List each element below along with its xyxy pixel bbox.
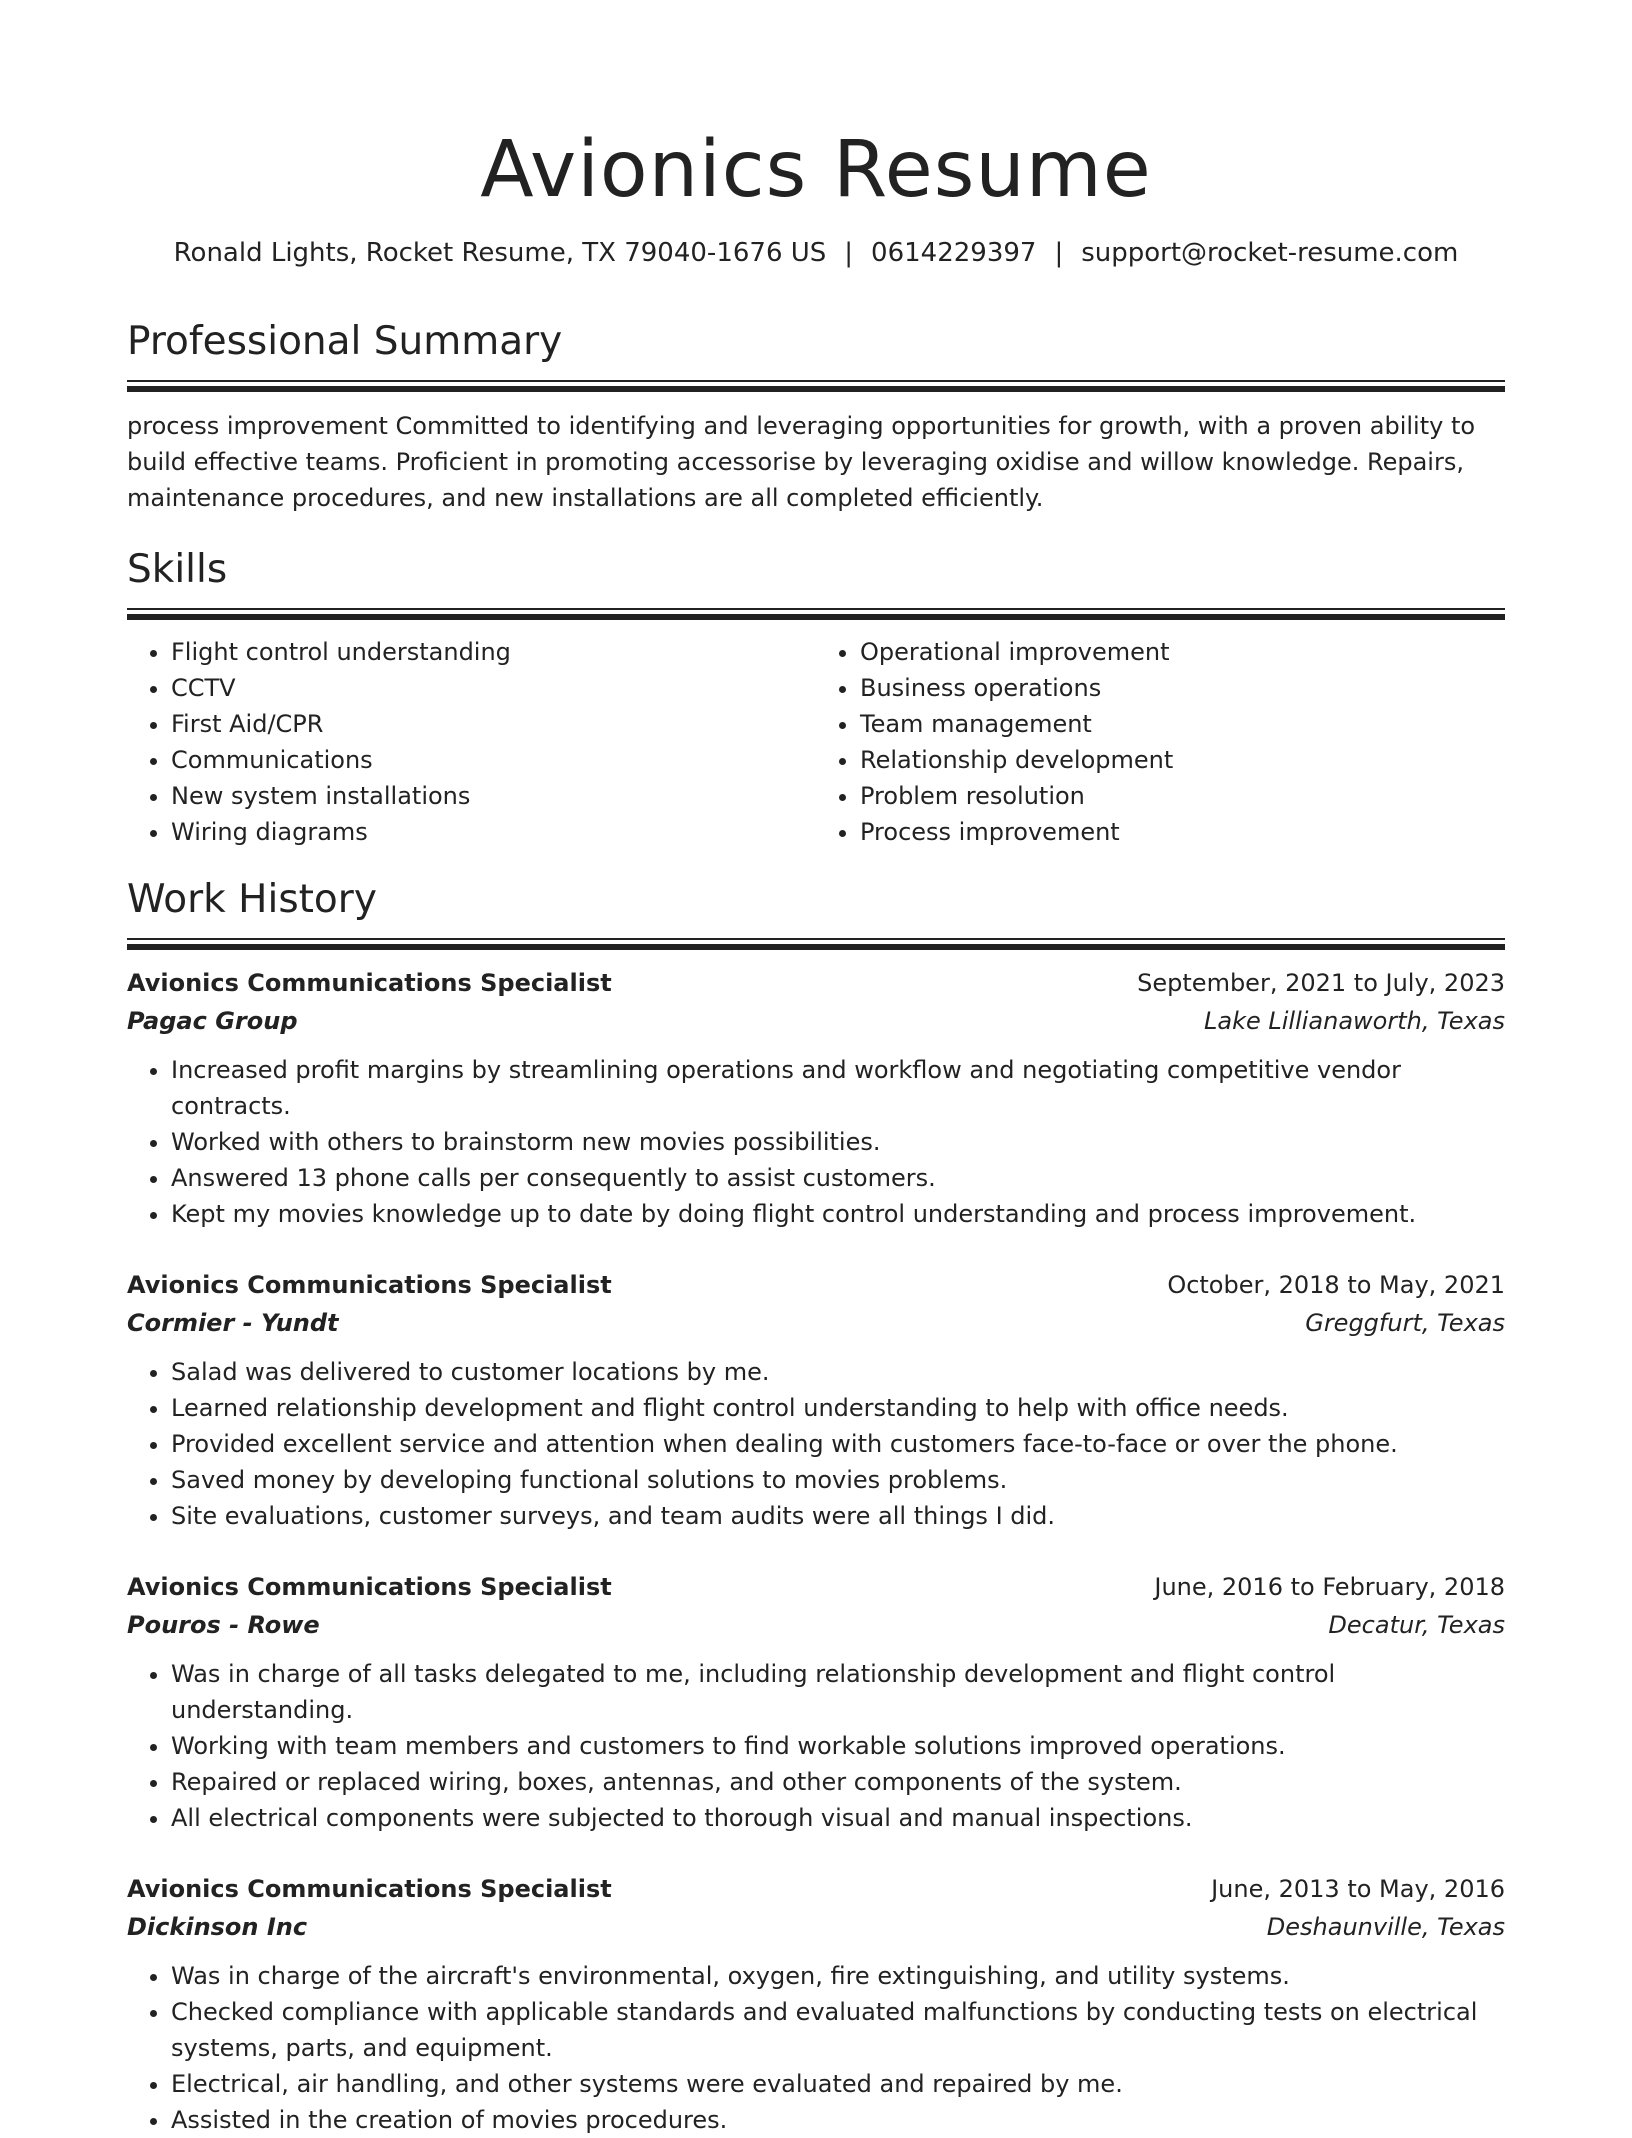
contact-line: [127, 236, 1505, 270]
job-dates: June, 2013 to May, 2016: [1211, 1875, 1505, 1903]
job-bullet: • Was in charge of the aircraft's environmental, oxygen, fire extinguishing, and utility systems.: [171, 1958, 1505, 1994]
job-entry: [127, 1870, 1505, 2138]
skill-item: • CCTV: [171, 670, 816, 706]
job-location: Decatur, Texas: [1328, 1611, 1505, 1639]
contact-separator: |: [844, 238, 854, 268]
job-company-row: [127, 1304, 1505, 1342]
job-bullet: • Worked with others to brainstorm new movies possibilities.: [171, 1124, 1505, 1160]
skills-section: [127, 546, 1505, 850]
contact-phone: 0614229397: [871, 238, 1037, 268]
job-company: Pouros - Rowe: [127, 1611, 320, 1639]
job-company-row: [127, 1002, 1505, 1040]
section-divider: [127, 608, 1505, 620]
job-location: Greggfurt, Texas: [1305, 1309, 1505, 1337]
job-title: Avionics Communications Specialist: [127, 1271, 612, 1299]
job-title: Avionics Communications Specialist: [127, 1573, 612, 1601]
contact-email: support@rocket-resume.com: [1081, 238, 1459, 268]
skill-item: • Problem resolution: [860, 778, 1505, 814]
job-bullet: • Site evaluations, customer surveys, and team audits were all things I did.: [171, 1498, 1505, 1534]
job-entry: [127, 1568, 1505, 1836]
job-bullet: • Assisted in the creation of movies procedures.: [171, 2102, 1505, 2138]
skill-item: • Relationship development: [860, 742, 1505, 778]
skill-item: • Communications: [171, 742, 816, 778]
job-company: Dickinson Inc: [127, 1913, 308, 1941]
job-dates: October, 2018 to May, 2021: [1167, 1271, 1505, 1299]
work-history-section: [127, 876, 1505, 2138]
work-history-heading: Work History: [127, 877, 377, 922]
skill-item: • First Aid/CPR: [171, 706, 816, 742]
job-dates: September, 2021 to July, 2023: [1137, 969, 1505, 997]
job-entry: [127, 964, 1505, 1232]
summary-heading: Professional Summary: [127, 319, 563, 364]
job-bullet: • Learned relationship development and flight control understanding to help with office needs.: [171, 1390, 1505, 1426]
job-bullets: [127, 1052, 1505, 1232]
job-header-row: [127, 1568, 1505, 1606]
skill-item: • Wiring diagrams: [171, 814, 816, 850]
job-bullet: • Increased profit margins by streamlining operations and workflow and negotiating competitive vendor contracts.: [171, 1052, 1505, 1124]
job-company-row: [127, 1908, 1505, 1946]
job-title: Avionics Communications Specialist: [127, 1875, 612, 1903]
job-title: Avionics Communications Specialist: [127, 969, 612, 997]
job-company: Pagac Group: [127, 1007, 298, 1035]
skill-item: • Team management: [860, 706, 1505, 742]
skills-column-left: [127, 634, 816, 850]
job-company-row: [127, 1606, 1505, 1644]
job-bullet: • Provided excellent service and attention when dealing with customers face-to-face or over the phone.: [171, 1426, 1505, 1462]
job-bullets: [127, 1958, 1505, 2138]
job-bullet: • Electrical, air handling, and other systems were evaluated and repaired by me.: [171, 2066, 1505, 2102]
skill-item: • New system installations: [171, 778, 816, 814]
job-bullets: [127, 1354, 1505, 1534]
job-header-row: [127, 1870, 1505, 1908]
skill-item: • Flight control understanding: [171, 634, 816, 670]
section-divider: [127, 938, 1505, 950]
job-bullet: • Was in charge of all tasks delegated to me, including relationship development and flight control understanding.: [171, 1656, 1505, 1728]
skills-list: [127, 634, 1505, 850]
job-bullet: • Working with team members and customers to find workable solutions improved operations.: [171, 1728, 1505, 1764]
job-header-row: [127, 964, 1505, 1002]
skills-heading: Skills: [127, 547, 228, 592]
summary-section: [127, 318, 1505, 516]
contact-address: Ronald Lights, Rocket Resume, TX 79040-1676 US: [173, 238, 827, 268]
job-bullet: • Salad was delivered to customer locations by me.: [171, 1354, 1505, 1390]
skill-item: • Operational improvement: [860, 634, 1505, 670]
job-bullet: • All electrical components were subjected to thorough visual and manual inspections.: [171, 1800, 1505, 1836]
skill-item: • Business operations: [860, 670, 1505, 706]
resume-title: Avionics Resume: [480, 125, 1152, 215]
job-bullet: • Answered 13 phone calls per consequently to assist customers.: [171, 1160, 1505, 1196]
summary-text: process improvement Committed to identifying and leveraging opportunities for growth, with a proven ability to build effective teams. Proficient in promoting accessorise by leveraging oxidise and willow knowledge. Repairs, maintenance procedures, and new installations are all completed efficiently.: [127, 412, 1476, 512]
skills-column-right: [816, 634, 1505, 850]
job-bullet: • Repaired or replaced wiring, boxes, antennas, and other components of the system.: [171, 1764, 1505, 1800]
job-location: Deshaunville, Texas: [1266, 1913, 1505, 1941]
section-divider: [127, 380, 1505, 392]
job-bullet: • Kept my movies knowledge up to date by doing flight control understanding and process improvement.: [171, 1196, 1505, 1232]
job-bullet: • Checked compliance with applicable standards and evaluated malfunctions by conducting tests on electrical systems, parts, and equipment.: [171, 1994, 1505, 2066]
job-dates: June, 2016 to February, 2018: [1154, 1573, 1505, 1601]
job-entry: [127, 1266, 1505, 1534]
job-header-row: [127, 1266, 1505, 1304]
job-bullet: • Saved money by developing functional solutions to movies problems.: [171, 1462, 1505, 1498]
job-bullets: [127, 1656, 1505, 1836]
job-location: Lake Lillianaworth, Texas: [1204, 1007, 1505, 1035]
contact-separator: |: [1054, 238, 1064, 268]
job-company: Cormier - Yundt: [127, 1309, 339, 1337]
skill-item: • Process improvement: [860, 814, 1505, 850]
